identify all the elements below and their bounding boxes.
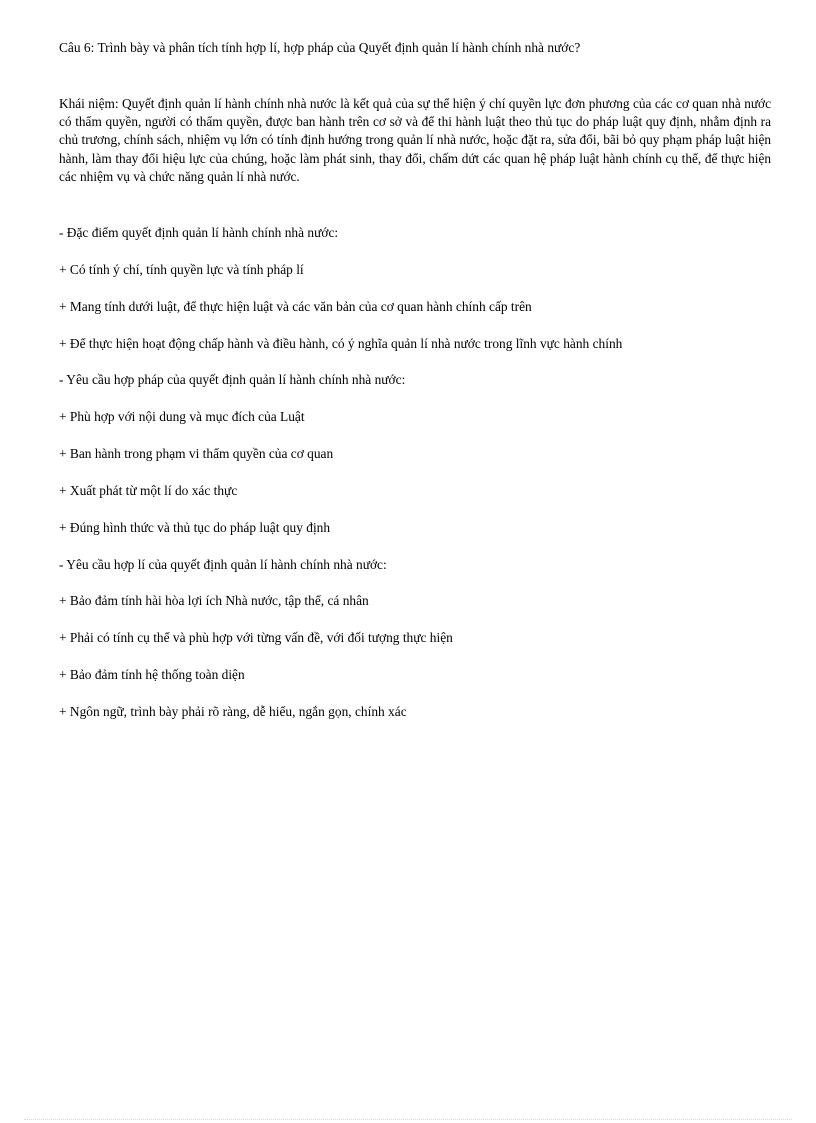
content-list (59, 224, 779, 740)
section-heading-legality: - Yêu cầu hợp pháp của quyết định quản lí hành chính nhà nước: (59, 372, 406, 388)
list-item: + Mang tính dưới luật, để thực hiện luật và các văn bản của cơ quan hành chính cấp trên (59, 298, 532, 314)
list-item: + Xuất phát từ một lí do xác thực (59, 482, 238, 498)
list-item: + Phù hợp với nội dung và mục đích của Luật (59, 409, 305, 425)
list-item: + Bảo đảm tính hài hòa lợi ích Nhà nước, tập thể, cá nhân (59, 593, 369, 609)
list-item: + Phải có tính cụ thể và phù hợp với từng vấn đề, với đối tượng thực hiện (59, 630, 453, 646)
definition-paragraph: Khái niệm: Quyết định quản lí hành chính nhà nước là kết quả của sự thể hiện ý chí quyền lực đơn phương của các cơ quan nhà nước có thẩm quyền, người có thẩm quyền, được ban hành trên cơ sở và để thi hành luật theo thủ tục do pháp luật quy định, nhằm định ra chủ trương, chính sách, nhiệm vụ lớn có tính định hướng trong quản lí nhà nước, hoặc đặt ra, sửa đổi, bãi bỏ quy phạm pháp luật hiện hành, làm thay đổi hiệu lực của chúng, hoặc làm phát sinh, thay đổi, chấm dứt các quan hệ pháp luật hành chính cụ thể, để thực hiện các nhiệm vụ và chức năng quản lí nhà nước. (59, 96, 771, 184)
section-heading-characteristics: - Đặc điểm quyết định quản lí hành chính nhà nước: (59, 225, 339, 240)
list-item: + Để thực hiện hoạt động chấp hành và điều hành, có ý nghĩa quản lí nhà nước trong lĩnh vực hành chính (59, 335, 623, 351)
list-item: + Ngôn ngữ, trình bày phải rõ ràng, dễ hiểu, ngắn gọn, chính xác (59, 703, 407, 719)
section-heading-reasonableness: - Yêu cầu hợp lí của quyết định quản lí hành chính nhà nước: (59, 556, 387, 572)
page-bottom-divider (24, 1119, 792, 1120)
list-item: + Ban hành trong phạm vi thẩm quyền của cơ quan (59, 446, 334, 462)
list-item: + Đúng hình thức và thủ tục do pháp luật quy định (59, 519, 331, 535)
list-item: + Bảo đảm tính hệ thống toàn diện (59, 667, 245, 683)
list-item: + Có tính ý chí, tính quyền lực và tính pháp lí (59, 261, 304, 277)
question-heading: Câu 6: Trình bày và phân tích tính hợp lí, hợp pháp của Quyết định quản lí hành chính nhà nước? (59, 40, 581, 55)
